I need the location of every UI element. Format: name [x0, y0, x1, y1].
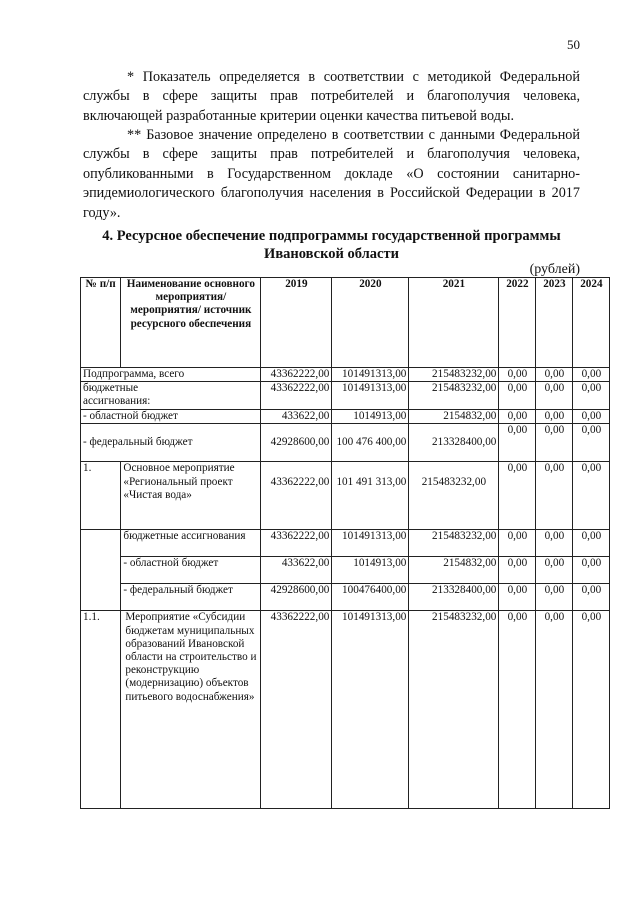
row-label: бюджетные ассигнования: [81, 382, 261, 410]
row-label: - областной бюджет [81, 410, 261, 424]
cell-2023: 0,00 [536, 382, 573, 410]
cell-2023: 0,00 [536, 611, 573, 809]
cell-2019: 43362222,00 [261, 368, 332, 382]
summary-row [81, 424, 610, 462]
cell-2020: 101491313,00 [332, 611, 409, 809]
cell-2021: 213328400,00 [409, 584, 499, 611]
cell-2022: 0,00 [499, 584, 536, 611]
cell-2022: 0,00 [499, 424, 536, 462]
cell-2022: 0,00 [499, 557, 536, 584]
footnote-2 [83, 126, 580, 223]
cell-2020 [332, 424, 409, 462]
header-2021: 2021 [409, 278, 499, 368]
cell-2024: 0,00 [573, 424, 610, 462]
cell-value: 215483232,00 [421, 476, 487, 489]
row-num: 1.1. [81, 611, 121, 809]
row-num: 1. [81, 462, 121, 530]
section-title [83, 227, 580, 263]
cell-2023: 0,00 [536, 530, 573, 557]
cell-2020: 1014913,00 [332, 557, 409, 584]
header-name: Наименование основного мероприятия/ мероприятия/ источник ресурсного обеспечения [121, 278, 261, 368]
cell-2019: 43362222,00 [261, 611, 332, 809]
header-row [81, 278, 610, 368]
main-budget-row [81, 557, 610, 584]
cell-value: 101 491 313,00 [336, 476, 407, 489]
cell-2023: 0,00 [536, 557, 573, 584]
footnote-2-text: ** Базовое значение определено в соответствии с данными Федеральной службы в сфере защиты прав потребителей и благополучия человека, опубликованными в Государственном докладе «О состоянии санитарно-эпидемиологического благополучия населения в Российской Федерации в 2017 году». [83, 127, 580, 221]
cell-2019: 433622,00 [261, 557, 332, 584]
cell-2024: 0,00 [573, 611, 610, 809]
row-label: Подпрограмма, всего [81, 368, 261, 382]
cell-2019: 43362222,00 [261, 530, 332, 557]
summary-row [81, 382, 610, 410]
cell-2019: 433622,00 [261, 410, 332, 424]
cell-2023: 0,00 [536, 410, 573, 424]
section-title-line-1: 4. Ресурсное обеспечение подпрограммы государственной программы [102, 228, 561, 244]
cell-2024: 0,00 [573, 557, 610, 584]
summary-row [81, 410, 610, 424]
section-title-line-2: Ивановской области [264, 246, 399, 262]
header-2022: 2022 [499, 278, 536, 368]
main-budget-row [81, 584, 610, 611]
cell-2024: 0,00 [573, 382, 610, 410]
cell-2024: 0,00 [573, 584, 610, 611]
activity-1-1-row [81, 611, 610, 809]
summary-row [81, 368, 610, 382]
cell-2021 [409, 424, 499, 462]
header-2020: 2020 [332, 278, 409, 368]
cell-value: 42928600,00 [270, 436, 330, 449]
cell-2021: 2154832,00 [409, 410, 499, 424]
row-num-blank [81, 530, 121, 611]
cell-2024: 0,00 [573, 462, 610, 530]
cell-2020: 101491313,00 [332, 530, 409, 557]
cell-2022: 0,00 [499, 382, 536, 410]
header-2019: 2019 [261, 278, 332, 368]
cell-2020: 100476400,00 [332, 584, 409, 611]
cell-value: 213328400,00 [432, 436, 497, 449]
cell-2019: 42928600,00 [261, 584, 332, 611]
cell-2024: 0,00 [573, 530, 610, 557]
cell-2019 [261, 424, 332, 462]
units-label: (рублей) [529, 262, 580, 277]
main-activity-row [81, 462, 610, 530]
row-label: - федеральный бюджет [121, 584, 261, 611]
cell-value: 43362222,00 [270, 476, 330, 489]
cell-2020: 101491313,00 [332, 368, 409, 382]
footnote-1 [83, 68, 580, 126]
cell-2020 [332, 462, 409, 530]
header-2024: 2024 [573, 278, 610, 368]
row-label: бюджетные ассигнования [121, 530, 261, 557]
cell-2021: 215483232,00 [409, 530, 499, 557]
cell-2019 [261, 462, 332, 530]
resource-table [80, 277, 610, 809]
page-number: 50 [567, 37, 580, 52]
cell-2021: 215483232,00 [409, 368, 499, 382]
cell-2023: 0,00 [536, 584, 573, 611]
header-2023: 2023 [536, 278, 573, 368]
cell-value: 100 476 400,00 [336, 436, 407, 449]
cell-2022: 0,00 [499, 368, 536, 382]
cell-2019: 43362222,00 [261, 382, 332, 410]
cell-2020: 1014913,00 [332, 410, 409, 424]
row-label: - областной бюджет [121, 557, 261, 584]
cell-2023: 0,00 [536, 368, 573, 382]
row-label [81, 424, 261, 462]
header-num: № п/п [81, 278, 121, 368]
cell-2020: 101491313,00 [332, 382, 409, 410]
cell-2022: 0,00 [499, 410, 536, 424]
cell-2022: 0,00 [499, 462, 536, 530]
cell-2024: 0,00 [573, 368, 610, 382]
cell-2024: 0,00 [573, 410, 610, 424]
main-budget-row [81, 530, 610, 557]
cell-2023: 0,00 [536, 424, 573, 462]
row-label-text: - федеральный бюджет [83, 436, 193, 449]
cell-2021 [409, 462, 499, 530]
cell-2022: 0,00 [499, 611, 536, 809]
footnote-1-text: * Показатель определяется в соответствии с методикой Федеральной службы в сфере защиты прав потребителей и благополучия человека, включающей разработанные критерии оценки качества питьевой воды. [83, 69, 580, 124]
cell-2022: 0,00 [499, 530, 536, 557]
row-label: Мероприятие «Субсидии бюджетам муниципальных образований Ивановской области на строительство и реконструкцию (модернизацию) объектов питьевого водоснабжения» [121, 611, 261, 809]
cell-2021: 215483232,00 [409, 382, 499, 410]
cell-2021: 215483232,00 [409, 611, 499, 809]
row-label: Основное мероприятие «Региональный проект «Чистая вода» [121, 462, 261, 530]
cell-2021: 2154832,00 [409, 557, 499, 584]
cell-2023: 0,00 [536, 462, 573, 530]
